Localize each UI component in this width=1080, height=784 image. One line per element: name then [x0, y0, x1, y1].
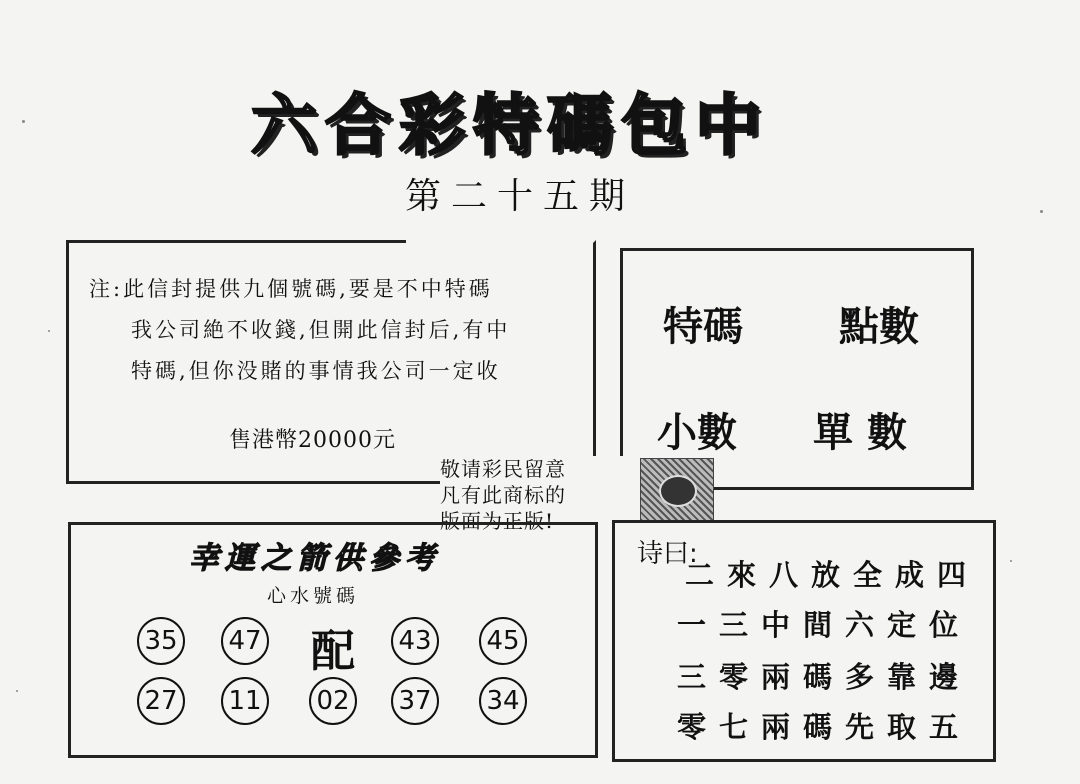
- trademark-logo: [640, 458, 714, 522]
- poem-heading: 诗曰:: [637, 539, 698, 569]
- page-title: 六合彩特碼包中: [251, 87, 769, 164]
- lucky-numbers-box: [68, 522, 598, 758]
- poem-line: 三零兩碼多靠邊: [677, 660, 972, 694]
- authenticity-line: 凡有此商标的: [440, 483, 566, 507]
- number-ball: 34: [479, 677, 527, 725]
- poem-line: 零七兩碼先取五: [677, 710, 972, 744]
- category-special-code: 特碼: [663, 304, 743, 350]
- authenticity-line: 版面为正版!: [440, 509, 555, 533]
- issue-number: 第二十五期: [404, 176, 635, 217]
- lucky-heading: 幸運之箭供參考: [189, 541, 441, 576]
- notice-line: 我公司絶不收錢,但開此信封后,有中: [131, 318, 511, 342]
- scan-speck: [16, 690, 18, 692]
- poem-line: 二來八放全成四: [685, 558, 980, 592]
- notice-box: [66, 240, 596, 484]
- notice-box-border: [66, 240, 406, 243]
- notice-text: [89, 269, 579, 392]
- number-ball: 11: [221, 677, 269, 725]
- authenticity-line: 敬请彩民留意: [440, 457, 566, 481]
- category-box: [620, 248, 974, 490]
- number-ball: 02: [309, 677, 357, 725]
- pair-character: 配: [311, 626, 355, 677]
- number-ball: 45: [479, 617, 527, 665]
- number-ball: 35: [137, 617, 185, 665]
- scan-speck: [1010, 560, 1012, 562]
- scan-speck: [1040, 210, 1043, 213]
- category-points: 點數: [839, 304, 919, 350]
- poem-box: [612, 520, 996, 762]
- notice-line: 特碼,但你没賭的事情我公司一定收: [131, 359, 501, 383]
- category-small-number: 小數: [657, 410, 737, 456]
- lucky-subheading: 心水號碼: [267, 585, 360, 607]
- notice-line: 注:此信封提供九個號碼,要是不中特碼: [89, 277, 493, 301]
- price-text: 售港幣20000元: [229, 428, 396, 453]
- scan-speck: [48, 330, 50, 332]
- poem-line: 一三中間六定位: [677, 608, 972, 642]
- scan-speck: [22, 120, 25, 123]
- number-ball: 27: [137, 677, 185, 725]
- number-ball: 37: [391, 677, 439, 725]
- number-ball: 43: [391, 617, 439, 665]
- category-odd-number: 單數: [813, 410, 921, 456]
- number-ball: 47: [221, 617, 269, 665]
